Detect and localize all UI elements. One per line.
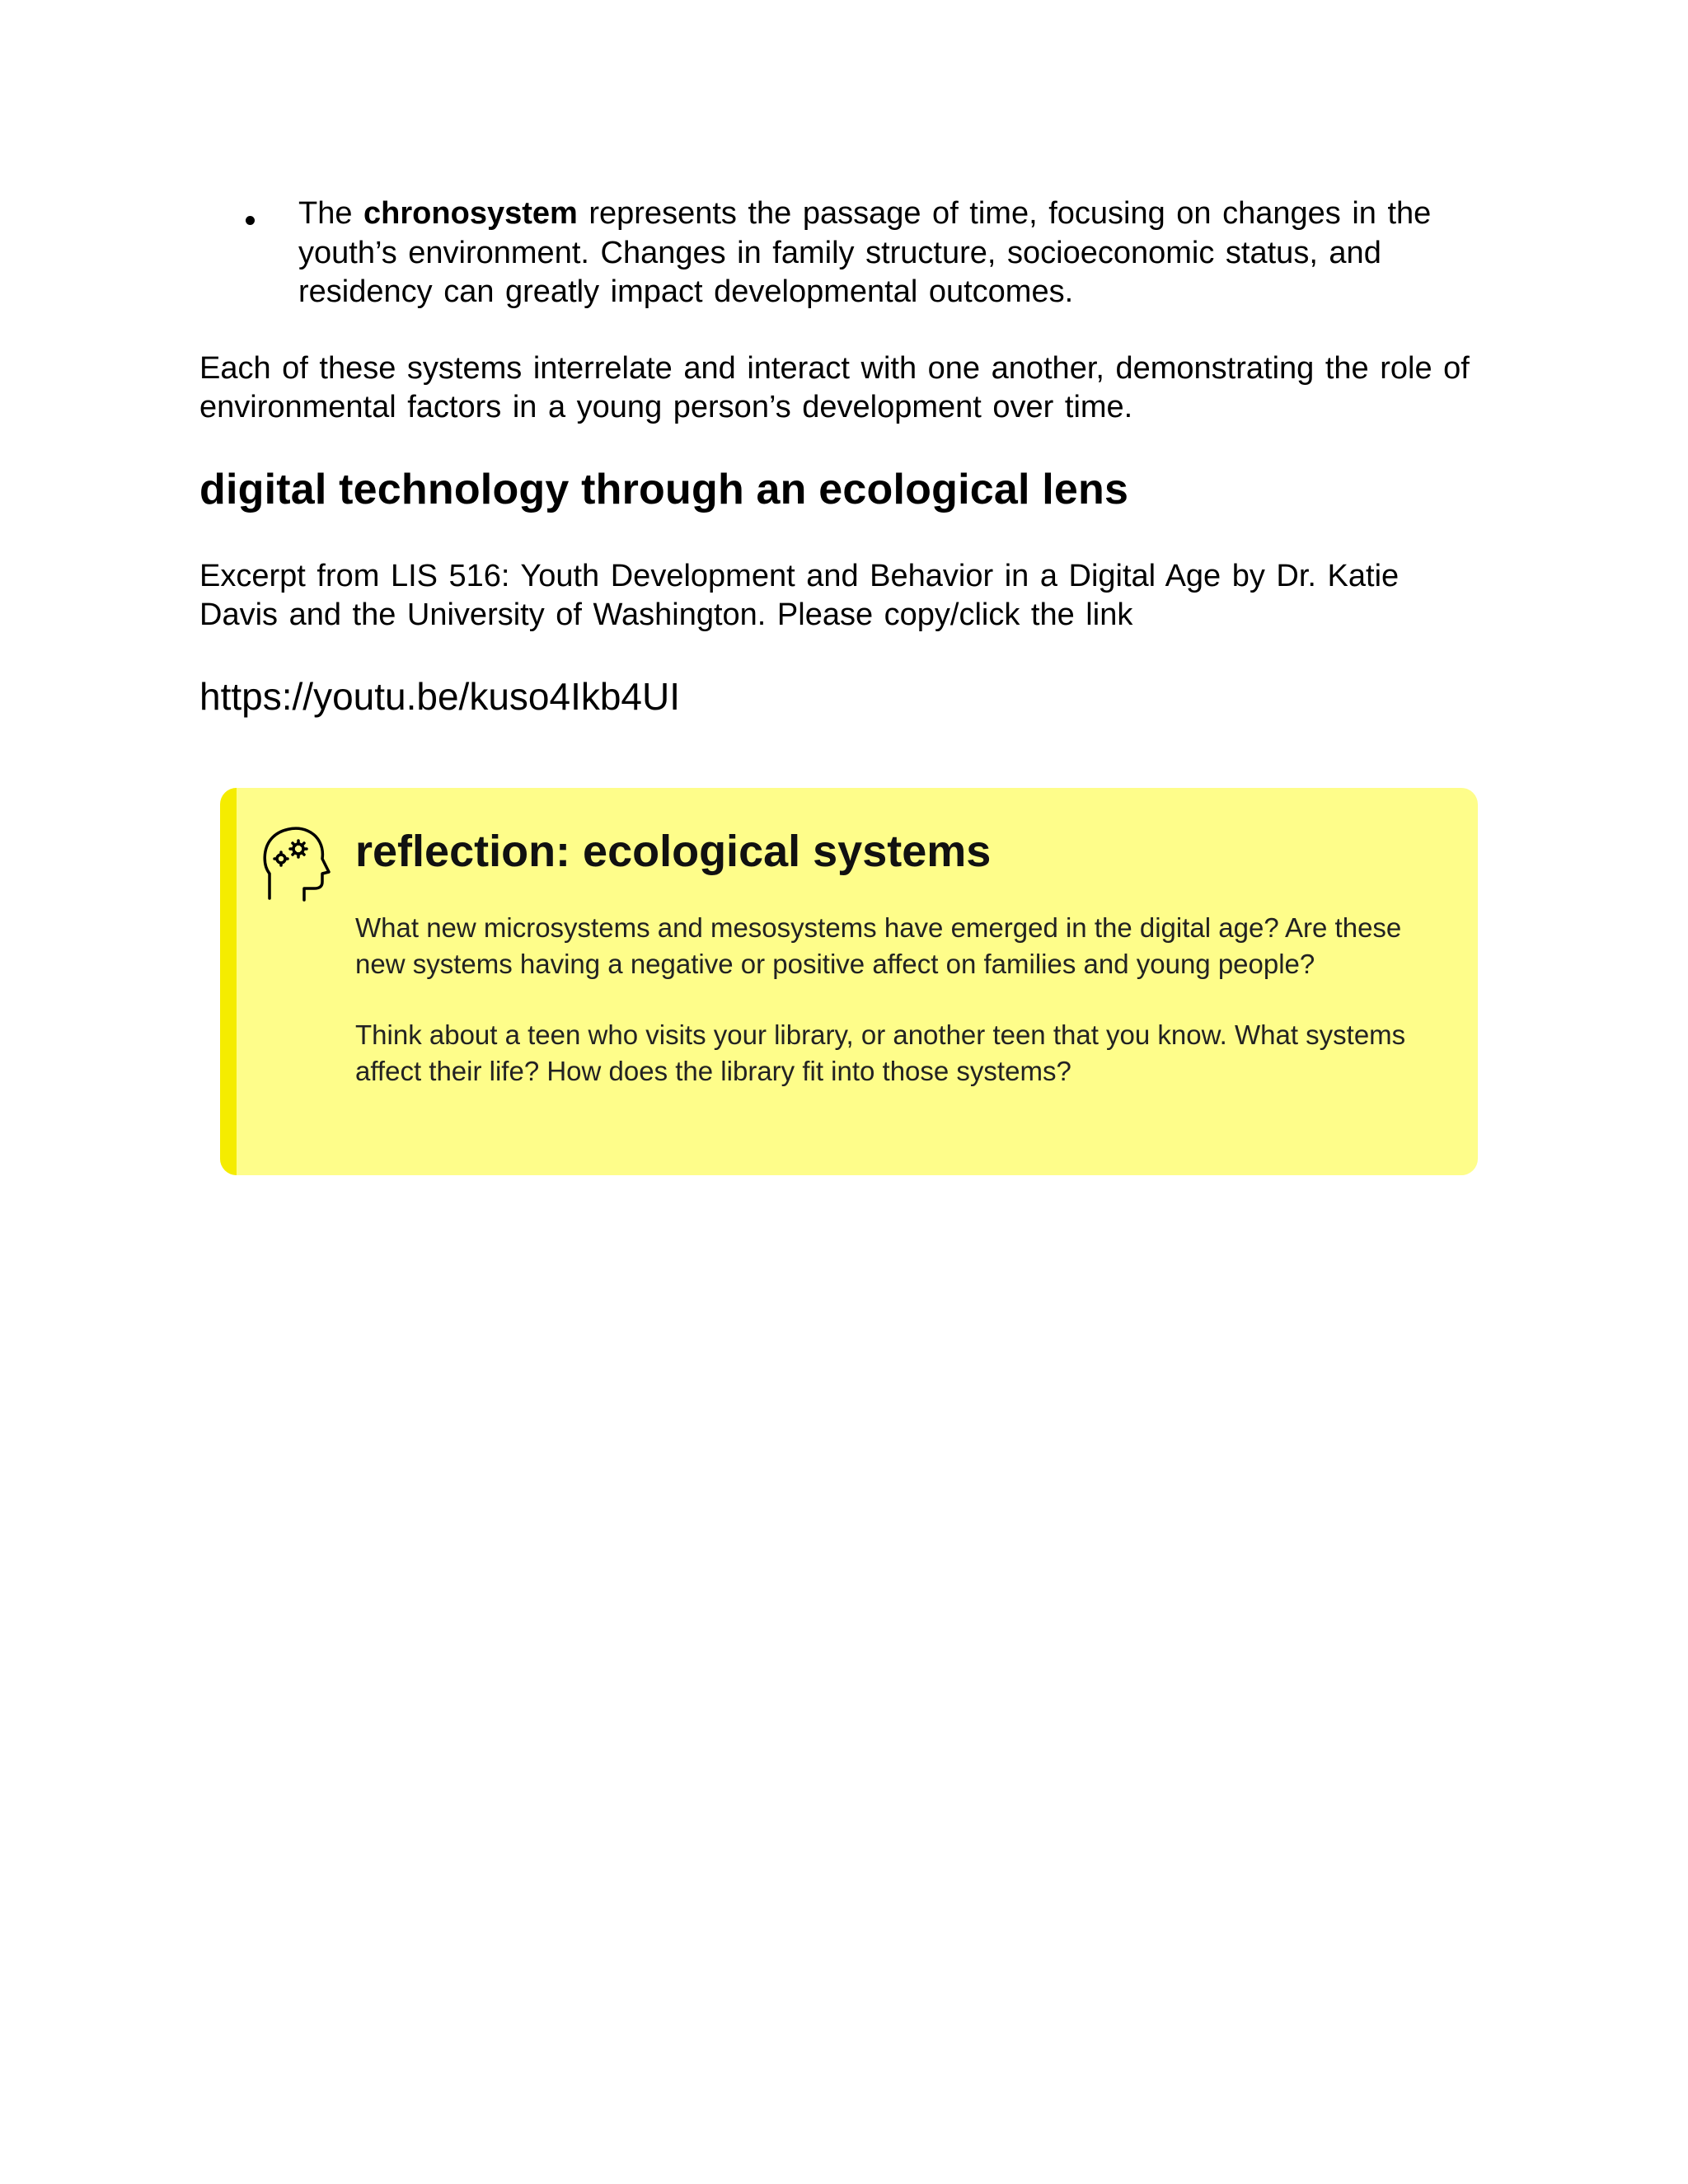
systems-paragraph: Each of these systems interrelate and interact with one another, demonstrating the role of environmental factors in a young person’s development over time. — [199, 351, 1470, 424]
head-gears-icon — [261, 824, 331, 907]
video-link[interactable]: https://youtu.be/kuso4Ikb4UI — [199, 675, 681, 718]
callout-accent-bar — [220, 788, 237, 1175]
bullet-term: chronosystem — [363, 196, 578, 231]
callout-title: reflection: ecological systems — [355, 827, 992, 876]
bullet-text — [298, 194, 1482, 312]
reflection-question-1: What new microsystems and mesosystems have emerged in the digital age? Are these new systems having a negative or positive affect on families and young people? — [355, 912, 1402, 979]
bullet-prefix: The — [298, 196, 364, 231]
excerpt-paragraph: Excerpt from LIS 516: Youth Development and Behavior in a Digital Age by Dr. Katie Davis and the University of Washington. Please copy/click the link — [199, 559, 1400, 632]
section-heading: digital technology through an ecological lens — [199, 466, 1129, 513]
reflection-question-2: Think about a teen who visits your library, or another teen that you know. What systems affect their life? How does the library fit into those systems? — [355, 1019, 1406, 1086]
bullet-dot-icon — [246, 216, 255, 225]
chronosystem-bullet — [246, 194, 1482, 312]
reflection-callout — [220, 788, 1478, 1175]
callout-body — [355, 910, 1427, 1124]
bullet-body: represents the passage of time, focusing on changes in the youth’s environment. Changes in family structure, socioeconomic status, and residency can greatly impact developmental outcomes. — [298, 196, 1432, 309]
